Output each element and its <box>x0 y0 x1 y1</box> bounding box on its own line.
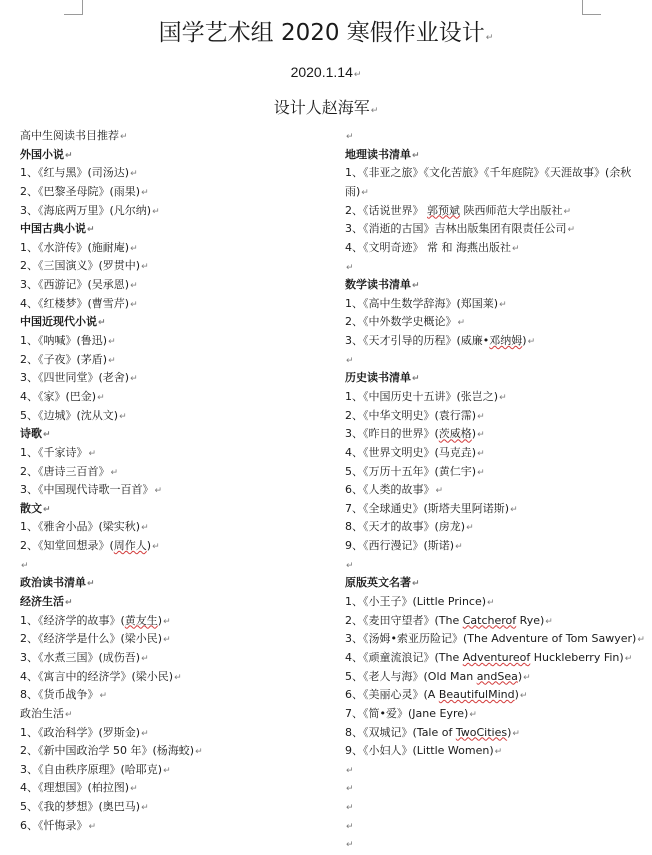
paragraph-mark-icon: ↵ <box>346 765 354 776</box>
blank-line <box>345 258 650 277</box>
section-heading: 政治读书清单↵ <box>20 576 95 590</box>
author-text: 设计人赵海军 <box>273 98 370 117</box>
paragraph-mark-icon: ↵ <box>141 653 149 664</box>
paragraph-mark-icon: ↵ <box>163 635 171 646</box>
list-item: 3、《昨日的世界》(茨威格)↵ <box>345 427 485 441</box>
paragraph-mark-icon: ↵ <box>527 337 536 348</box>
list-item: 高中生阅读书目推荐↵ <box>20 129 128 142</box>
paragraph-mark-icon: ↵ <box>65 150 73 161</box>
spellcheck-underline: andSea <box>476 669 518 683</box>
list-item: 政治生活↵ <box>20 706 73 720</box>
spellcheck-underline: TwoCities <box>455 725 508 739</box>
spellcheck-underline: 郭预斌 <box>427 203 460 217</box>
paragraph-mark-icon: ↵ <box>477 448 485 459</box>
paragraph-mark-icon: ↵ <box>110 467 119 478</box>
paragraph-mark-icon: ↵ <box>130 374 138 385</box>
paragraph-mark-icon: ↵ <box>412 374 420 385</box>
paragraph-mark-icon: ↵ <box>412 150 420 161</box>
paragraph-mark-icon: ↵ <box>435 486 444 497</box>
paragraph-mark-icon: ↵ <box>195 747 203 758</box>
spellcheck-underline: Adventureof <box>462 650 531 664</box>
paragraph-mark-icon: ↵ <box>499 392 507 403</box>
paragraph-mark-icon: ↵ <box>361 187 369 198</box>
paragraph-mark-icon: ↵ <box>519 691 528 702</box>
list-item: 2、《话说世界》 郭预斌 陕西师范大学出版社↵ <box>345 203 572 217</box>
list-item: 2、《新中国政治学 50 年》(杨海蛟)↵ <box>20 744 203 758</box>
paragraph-mark-icon: ↵ <box>141 523 149 534</box>
paragraph-mark-icon: ↵ <box>346 560 354 571</box>
list-item: 2、《中华文明史》(袁行霈)↵ <box>345 408 485 422</box>
paragraph-mark-icon: ↵ <box>163 765 171 776</box>
list-item: 8、《双城记》(Tale of TwoCities)↵ <box>345 725 520 739</box>
paragraph-mark-icon: ↵ <box>87 579 95 590</box>
section-heading: 经济生活↵ <box>20 595 73 609</box>
list-item: 2、《麦田守望者》(The Catcherof Rye)↵ <box>345 613 553 627</box>
paragraph-mark-icon: ↵ <box>65 598 73 609</box>
paragraph-mark-icon: ↵ <box>21 560 29 571</box>
page-corner-mark-left <box>64 0 83 15</box>
paragraph-mark-icon: ↵ <box>141 728 149 739</box>
list-item: 6、《人类的故事》↵ <box>345 483 444 497</box>
paragraph-mark-icon: ↵ <box>346 803 354 814</box>
list-item: 1、《呐喊》(鲁迅)↵ <box>20 334 116 348</box>
paragraph-mark-icon: ↵ <box>65 709 73 720</box>
blank-line <box>345 798 650 817</box>
list-item: 4、《红楼梦》(曹雪芹)↵ <box>20 296 138 310</box>
paragraph-mark-icon: ↵ <box>174 672 182 683</box>
paragraph-mark-icon: ↵ <box>510 504 518 515</box>
paragraph-mark-icon: ↵ <box>512 243 520 254</box>
document-title <box>0 18 652 53</box>
section-heading: 中国古典小说↵ <box>20 222 95 236</box>
list-item: 3、《中国现代诗歌一百首》↵ <box>20 483 163 497</box>
paragraph-mark-icon: ↵ <box>43 430 51 441</box>
list-item: 3、《自由秩序原理》(哈耶克)↵ <box>20 762 171 776</box>
document-author <box>0 96 652 123</box>
list-item: 2、《中外数学史概论》↵ <box>345 315 466 329</box>
paragraph-mark-icon: ↵ <box>130 299 138 310</box>
paragraph-mark-icon: ↵ <box>346 355 354 366</box>
paragraph-mark-icon: ↵ <box>152 542 160 553</box>
list-item: 4、《寓言中的经济学》(梁小民)↵ <box>20 669 182 683</box>
list-item: 5、《万历十五年》(黄仁宇)↵ <box>345 464 485 478</box>
list-item: 4、《理想国》(柏拉图)↵ <box>20 781 138 795</box>
section-heading: 外国小说↵ <box>20 147 73 161</box>
blank-line <box>345 779 650 798</box>
list-item: 2、《唐诗三百首》↵ <box>20 464 119 478</box>
section-heading: 数学读书清单↵ <box>345 278 420 292</box>
paragraph-mark-icon: ↵ <box>152 206 160 217</box>
paragraph-mark-icon: ↵ <box>485 33 494 43</box>
section-heading: 原版英文名著↵ <box>345 576 420 590</box>
paragraph-mark-icon: ↵ <box>88 448 97 459</box>
list-item: 7、《简•爱》(Jane Eyre)↵ <box>345 706 477 720</box>
blank-line <box>345 351 650 370</box>
list-item: 1、《经济学的故事》(黄友生)↵ <box>20 613 171 627</box>
section-heading: 地理读书清单↵ <box>345 147 420 161</box>
left-column <box>20 127 338 835</box>
section-heading: 历史读书清单↵ <box>345 371 420 385</box>
paragraph-mark-icon: ↵ <box>624 653 633 664</box>
paragraph-mark-icon: ↵ <box>119 411 127 422</box>
paragraph-mark-icon: ↵ <box>637 635 645 646</box>
paragraph-mark-icon: ↵ <box>346 821 354 832</box>
paragraph-mark-icon: ↵ <box>477 430 485 441</box>
date-text: 2020.1.14 <box>290 64 353 80</box>
paragraph-mark-icon: ↵ <box>154 486 163 497</box>
list-item: 3、《水煮三国》(成伤吾)↵ <box>20 650 149 664</box>
list-item: 1、《小王子》(Little Prince)↵ <box>345 595 495 609</box>
blank-line <box>345 835 650 854</box>
list-item: 3、《消逝的古国》吉林出版集团有限责任公司↵ <box>345 222 576 236</box>
list-item: 2、《巴黎圣母院》(雨果)↵ <box>20 184 149 198</box>
paragraph-mark-icon: ↵ <box>108 337 116 348</box>
paragraph-mark-icon: ↵ <box>567 225 576 236</box>
paragraph-mark-icon: ↵ <box>163 616 171 627</box>
page-corner-mark-right <box>582 0 601 15</box>
blank-line <box>345 127 650 146</box>
paragraph-mark-icon: ↵ <box>130 784 138 795</box>
paragraph-mark-icon: ↵ <box>494 747 503 758</box>
list-item: 1、《高中生数学辞海》(郑国莱)↵ <box>345 296 507 310</box>
list-item: 2、《知堂回想录》(周作人)↵ <box>20 539 160 553</box>
paragraph-mark-icon: ↵ <box>477 467 485 478</box>
paragraph-mark-icon: ↵ <box>130 281 138 292</box>
list-item: 1、《红与黑》(司汤达)↵ <box>20 166 138 180</box>
document-date <box>0 62 652 84</box>
paragraph-mark-icon: ↵ <box>469 709 477 720</box>
spellcheck-underline: Catcherof <box>462 613 517 627</box>
list-item: 4、《文明奇迹》 常 和 海燕出版社↵ <box>345 240 520 254</box>
list-item: 3、《四世同堂》(老舍)↵ <box>20 371 138 385</box>
section-heading: 散文↵ <box>20 501 51 515</box>
paragraph-mark-icon: ↵ <box>499 299 507 310</box>
paragraph-mark-icon: ↵ <box>88 821 97 832</box>
paragraph-mark-icon: ↵ <box>97 392 105 403</box>
paragraph-mark-icon: ↵ <box>98 318 106 329</box>
list-item: 3、《汤姆•索亚历险记》(The Adventure of Tom Sawyer)↵ <box>345 632 645 646</box>
blank-line <box>20 556 338 575</box>
list-item: 1、《政治科学》(罗斯金)↵ <box>20 725 149 739</box>
right-column <box>345 127 650 854</box>
list-item: 1、《千家诗》↵ <box>20 445 97 459</box>
list-item: 8、《天才的故事》(房龙)↵ <box>345 520 474 534</box>
spellcheck-underline: 邓纳姆 <box>489 334 523 348</box>
paragraph-mark-icon: ↵ <box>412 281 420 292</box>
list-item: 2、《经济学是什么》(梁小民)↵ <box>20 632 171 646</box>
blank-line <box>345 817 650 836</box>
list-item: 4、《顽童流浪记》(The Adventureof Huckleberry Fin)↵ <box>345 650 633 664</box>
list-item: 7、《全球通史》(斯塔夫里阿诺斯)↵ <box>345 501 518 515</box>
list-item: 4、《世界文明史》(马克垚)↵ <box>345 445 485 459</box>
list-item: 1、《中国历史十五讲》(张岂之)↵ <box>345 389 507 403</box>
list-item: 5、《我的梦想》(奥巴马)↵ <box>20 800 149 814</box>
paragraph-mark-icon: ↵ <box>545 616 553 627</box>
paragraph-mark-icon: ↵ <box>455 542 463 553</box>
paragraph-mark-icon: ↵ <box>457 318 466 329</box>
list-item: 5、《老人与海》(Old Man andSea)↵ <box>345 669 531 683</box>
title-text: 国学艺术组 2020 寒假作业设计 <box>158 20 485 46</box>
paragraph-mark-icon: ↵ <box>346 840 354 851</box>
section-heading: 中国近现代小说↵ <box>20 315 106 329</box>
paragraph-mark-icon: ↵ <box>346 132 354 142</box>
paragraph-mark-icon: ↵ <box>141 803 149 814</box>
spellcheck-underline: 周作人 <box>113 539 147 553</box>
paragraph-mark-icon: ↵ <box>523 672 531 683</box>
spellcheck-underline: 茨威格 <box>438 427 472 441</box>
list-item: 3、《天才引导的历程》(威廉•邓纳姆)↵ <box>345 334 536 348</box>
paragraph-mark-icon: ↵ <box>346 784 354 795</box>
list-item: 6、《忏悔录》↵ <box>20 818 97 832</box>
list-item: 3、《海底两万里》(凡尔纳)↵ <box>20 203 160 217</box>
list-item: 8、《货币战争》↵ <box>20 688 108 702</box>
paragraph-mark-icon: ↵ <box>353 69 362 79</box>
paragraph-mark-icon: ↵ <box>87 225 95 236</box>
paragraph-mark-icon: ↵ <box>477 411 485 422</box>
list-item: 1、《非亚之旅》《文化苦旅》《千年庭院》《天涯故事》(余秋雨)↵ <box>345 166 632 198</box>
list-item: 2、《子夜》(茅盾)↵ <box>20 352 116 366</box>
list-item: 1、《水浒传》(施耐庵)↵ <box>20 240 138 254</box>
paragraph-mark-icon: ↵ <box>563 206 572 217</box>
spellcheck-underline: 黄友生 <box>124 613 158 627</box>
paragraph-mark-icon: ↵ <box>512 728 520 739</box>
blank-line <box>345 761 650 780</box>
paragraph-mark-icon: ↵ <box>130 243 138 254</box>
list-item: 9、《西行漫记》(斯诺)↵ <box>345 539 463 553</box>
list-item: 2、《三国演义》(罗贯中)↵ <box>20 259 149 273</box>
list-item: 5、《边城》(沈从文)↵ <box>20 408 127 422</box>
spellcheck-underline: BeautifulMind <box>438 688 515 702</box>
paragraph-mark-icon: ↵ <box>370 106 379 116</box>
list-item: 9、《小妇人》(Little Women)↵ <box>345 744 503 758</box>
paragraph-mark-icon: ↵ <box>141 187 149 198</box>
list-item: 6、《美丽心灵》(A BeautifulMind)↵ <box>345 688 528 702</box>
paragraph-mark-icon: ↵ <box>130 169 138 180</box>
paragraph-mark-icon: ↵ <box>43 504 51 515</box>
paragraph-mark-icon: ↵ <box>346 262 354 273</box>
paragraph-mark-icon: ↵ <box>120 132 128 142</box>
paragraph-mark-icon: ↵ <box>412 579 420 590</box>
paragraph-mark-icon: ↵ <box>108 355 116 366</box>
list-item: 4、《家》(巴金)↵ <box>20 389 105 403</box>
paragraph-mark-icon: ↵ <box>466 523 474 534</box>
section-heading: 诗歌↵ <box>20 427 51 441</box>
paragraph-mark-icon: ↵ <box>99 691 108 702</box>
list-item: 3、《西游记》(吴承恩)↵ <box>20 278 138 292</box>
list-item: 1、《雅舍小品》(梁实秋)↵ <box>20 520 149 534</box>
blank-line <box>345 556 650 575</box>
paragraph-mark-icon: ↵ <box>487 598 495 609</box>
paragraph-mark-icon: ↵ <box>141 262 149 273</box>
